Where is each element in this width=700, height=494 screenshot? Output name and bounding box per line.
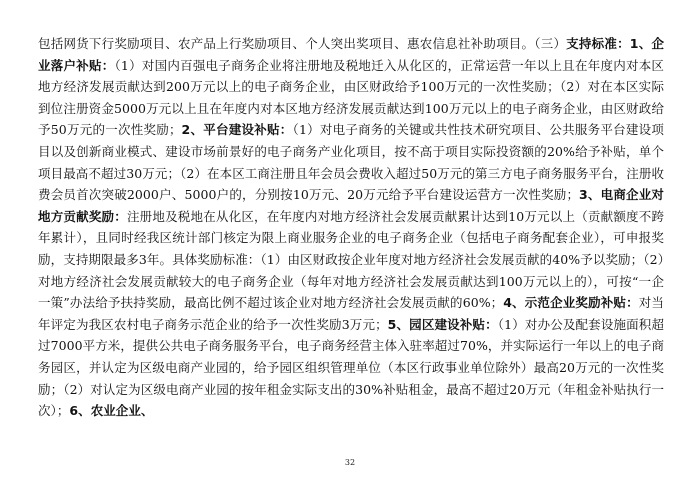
body-paragraph <box>38 33 664 422</box>
heading-support-standard: 支持标准：1、企业落户补贴： <box>38 36 664 73</box>
heading-platform-subsidy: 2、平台建设补贴： <box>181 122 293 138</box>
heading-demo-enterprise: 4、示范企业奖励补贴： <box>503 295 639 311</box>
page-number: 32 <box>344 458 356 467</box>
text-segment-3: （1）对电子商务的关键或共性技术研究项目、公共服务平台建设项目以及创新商业模式、建设市场前景好的电子商务产业化项目，按不高于项目实际投资额的20%给予补贴，单个项目最高不超过30万元；（2）在本区工商注册且年会员会费收入超过50万元的第三方电子商务服务平台，注册收费会员首次突破2000户、5000户的，分别按10万元、20万元给予平台建设运营方一次性奖励； <box>38 122 664 203</box>
text-segment-2: （1）对国内百强电子商务企业将注册地及税地迁入从化区的，正常运营一年以上且在年度内对本区地方经济发展贡献达到200万元以上的电子商务企业，由区财政给予100万元的一次性奖励；（2）对在本区实际到位注册资金5000万元以上且在年度内对本区地方经济发展贡献达到100万元以上的电子商务企业，由区财政给予50万元的一次性奖励； <box>38 57 664 138</box>
heading-park-subsidy: 5、园区建设补贴： <box>387 316 498 332</box>
heading-contribution-reward: 3、电商企业对地方贡献奖励： <box>38 187 664 224</box>
text-segment-1: 包括网货下行奖励项目、农产品上行奖励项目、个人突出奖项目、惠农信息社补助项目。（三） <box>38 36 567 51</box>
text-segment-5: 对当年评定为我区农村电子商务示范企业的给予一次性奖励3万元； <box>38 295 664 332</box>
heading-agri-enterprise: 6、农业企业、 <box>69 403 154 419</box>
text-segment-4: 注册地及税地在从化区，在年度内对地方经济社会发展贡献累计达到10万元以上（贡献额度不跨年累计），且同时经我区统计部门核定为限上商业服务企业的电子商务企业（包括电子商务配套企业），可申报奖励，支持期限最多3年。具体奖励标准：（1）由区财政按企业年度对地方经济社会发展贡献的40%予以奖励；（2）对地方经济社会发展贡献较大的电子商务企业（每年对地方经济社会发展贡献达到100万元以上的），可按“一企一策”办法给予扶持奖励，最高比例不超过该企业对地方经济社会发展贡献的60%； <box>38 208 664 311</box>
text-segment-6: （1）对办公及配套设施面积超过7000平方米，提供公共电子商务服务平台，电子商务经营主体入驻率超过70%，并实际运行一年以上的电子商务园区，并认定为区级电商产业园的，给予园区组织管理单位（本区行政事业单位除外）最高20万元的一次性奖励；（2）对认定为区级电商产业园的按年租金实际支出的30%补贴租金，最高不超过20万元（年租金补贴执行一次）； <box>38 316 665 419</box>
